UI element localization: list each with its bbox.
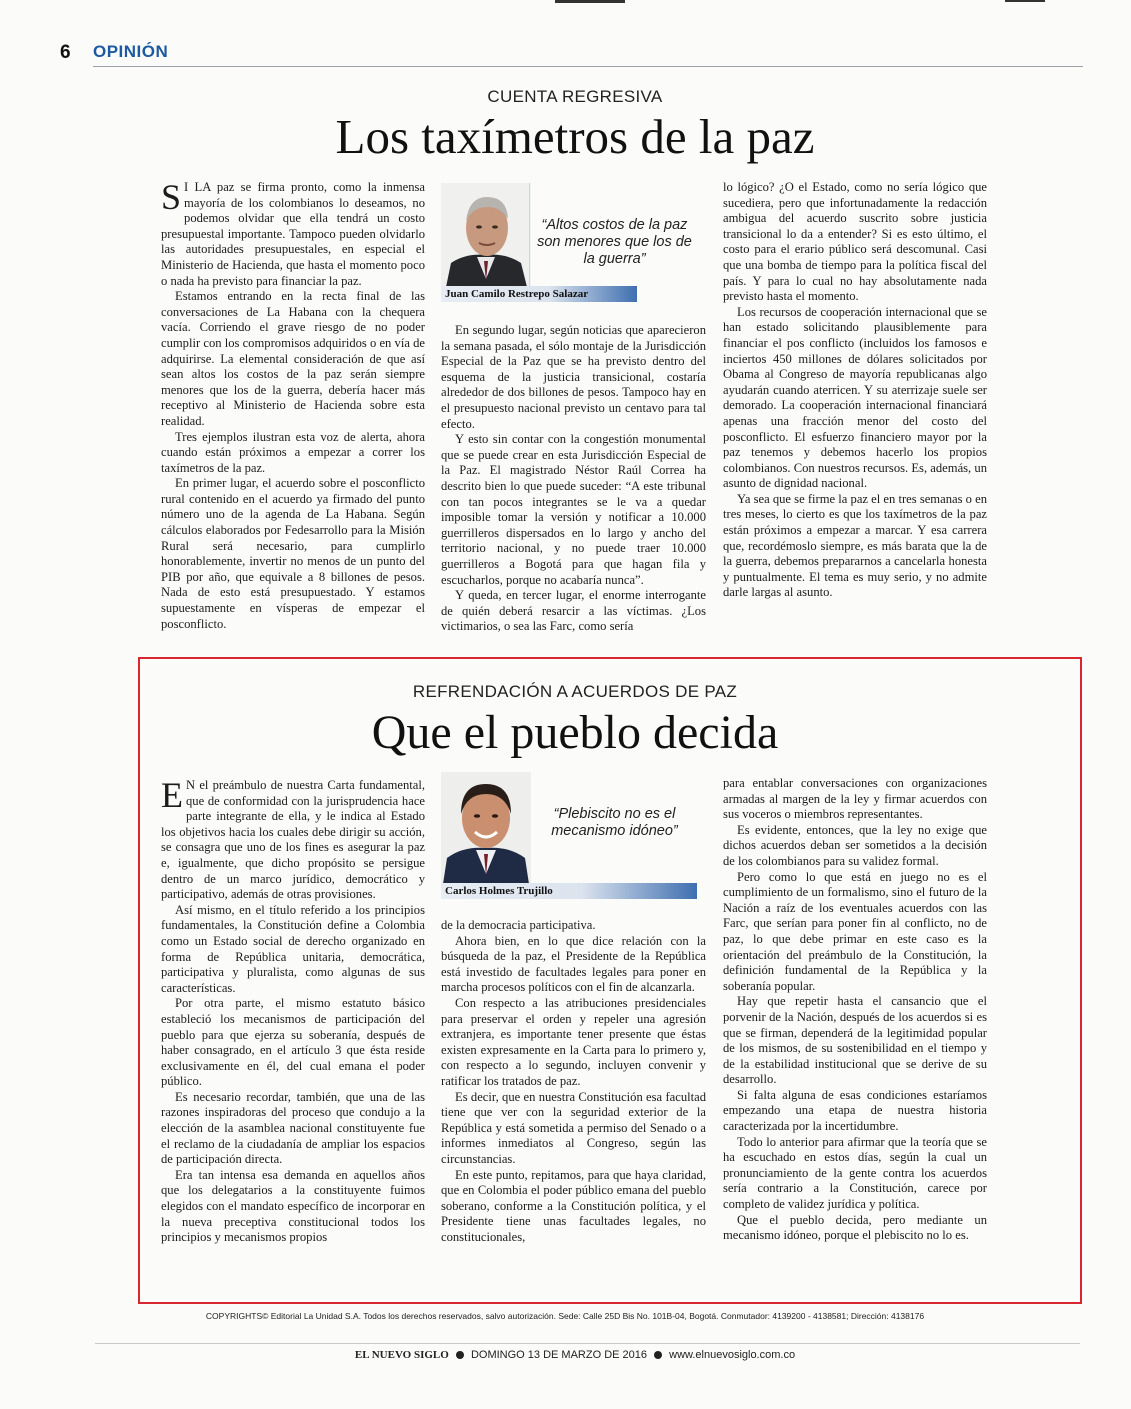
paragraph: Estamos entrando en la recta final de las conversaciones de La Habana con la chequera vacía. Corriendo el grave riesgo de no poder cumplir con los compromisos adquiridos o en vía de adquirirse. La elemental consideración de que así sean altos los costos de la paz serán siempre menores que los de la guerra, debería hacer más receptivo al Ministerio de Hacienda sobre esta realidad. <box>161 289 425 428</box>
author-name-bar: Carlos Holmes Trujillo <box>441 883 697 899</box>
copyright-line: COPYRIGHTS© Editorial La Unidad S.A. Todos los derechos reservados, salvo autorización. Sede: Calle 25D Bis No. 101B-04, Bogotá. Conmutador: 4139200 - 4138581; Dirección: 4138176 <box>205 1311 925 1321</box>
article2-column-1 <box>161 775 425 1246</box>
paragraph: Todo lo anterior para afirmar que la teoría que se ha escuchado en estos días, según la cual un pronunciamiento de la gente contra los acuerdos sería contrario a la Constitución, carece por completo de validez jurídica y política. <box>723 1134 987 1212</box>
section-title: OPINIÓN <box>93 42 169 61</box>
lead-paragraph: N el preámbulo de nuestra Carta fundamental, que de conformidad con la jurisprudencia hace parte integrante de ella, y le indica al Estado los objetivos hacia los cuales debe dirigir su acción, se consagra que uno de los fines es asegurar la paz e, igualmente, que dicho propósito se persigue dentro de un marco jurídico, democrático y participativo, además de otras provisiones. <box>161 778 425 902</box>
pull-quote: “Altos costos de la paz son menores que los de la guerra” <box>537 217 692 267</box>
top-rule-stub <box>555 0 625 3</box>
website-link[interactable]: www.elnuevosiglo.com.co <box>669 1349 796 1361</box>
author-photo <box>441 183 531 287</box>
paragraph: de la democracia participativa. <box>441 918 596 932</box>
header-rule <box>93 66 1083 67</box>
author-name-bar: Juan Camilo Restrepo Salazar <box>441 286 637 302</box>
paragraph: En primer lugar, el acuerdo sobre el posconflicto rural contenido en el acuerdo ya firmado del punto número uno de la agenda de La Habana. Según cálculos elaborados por Fedesarrollo para la Misión Rural será necesario, para cumplirlo honorablemente, invertir no menos de un punto del PIB por año, que equivale a 8 billones de pesos. Nada de esto está presupuestado. Y estamos supuestamente en vísperas de empezar el posconflicto. <box>161 476 425 631</box>
paragraph: Por otra parte, el mismo estatuto básico estableció los mecanismos de participación del pueblo para que ejerza su soberanía, después de haber consagrado, en el artículo 3 que ésta reside exclusivamente en él, del cual emana el poder público. <box>161 996 425 1089</box>
paragraph: Es decir, que en nuestra Constitución esa facultad tiene que ver con la seguridad exterior de la República y está sometida a permiso del Senado o a informes inmediatos al Congreso, según las circunstancias. <box>441 1089 706 1166</box>
article2-title: Que el pueblo decida <box>371 706 779 759</box>
article2-kicker: REFRENDACIÓN A ACUERDOS DE PAZ <box>412 682 738 701</box>
paragraph: Tres ejemplos ilustran esta voz de alerta, ahora cuando están próximos a empezar a correr los taxímetros de la paz. <box>161 429 425 475</box>
pull-quote: “Plebiscito no es el mecanismo idóneo” <box>551 806 678 839</box>
paragraph: Así mismo, en el título referido a los principios fundamentales, la Constitución define a Colombia como un Estado social de derecho organizado en forma de República unitaria, democrática, participativa y pluralista, como algunas de sus características. <box>161 902 425 995</box>
article2-column-2 <box>441 918 706 1245</box>
paragraph: Era tan intensa esa demanda en aquellos años que los delegatarios a la constituyente fuimos elegidos con el mandato específico de incorporar en la nueva preceptiva constitucional todos los principios y mecanismos propios <box>161 1167 425 1245</box>
paragraph: Es evidente, entonces, que la ley no exige que dichos acuerdos deban ser sometidos a la decisión de los colombianos para su validez formal. <box>723 822 987 868</box>
paragraph: Y esto sin contar con la congestión monumental que se puede crear en esta Jurisdicción Especial de la Paz. El magistrado Néstor Raúl Correa ha descrito bien lo que puede suceder: “A este tribunal con tan pocos integrantes se le va a quedar imposible tomar la versión y notificar a 10.000 guerrilleros dispersados en lo largo y ancho del territorio nacional, y no puede traer 10.000 guerrilleros a Bogotá para que hagan fila y escucharlos, porque no acabaría nunca”. <box>441 432 706 587</box>
paragraph: Hay que repetir hasta el cansancio que el porvenir de la Nación, después de los acuerdos si es que se firman, dependerá de la legitimidad popular de los mismos, de su sostenibilidad en el tiempo y de la estabilidad institucional que se derive de su desarrollo. <box>723 994 987 1087</box>
paragraph: Si falta alguna de esas condiciones estaríamos empezando una etapa de nuestra historia caracterizada por la incertidumbre. <box>723 1087 987 1134</box>
bullet-icon <box>456 1351 464 1359</box>
paragraph: En segundo lugar, según noticias que aparecieron la semana pasada, el sólo montaje de la Jurisdicción Especial de la Paz que se ha previsto dentro del esquema de la justicia transicional, costaría alrededor de dos billones de pesos. Tampoco hay en el presupuesto nacional previsto un centavo para tal efecto. <box>441 323 706 431</box>
article1-column-3 <box>723 180 987 601</box>
issue-date: DOMINGO 13 DE MARZO DE 2016 <box>470 1349 647 1361</box>
paragraph: Pero como lo que está en juego no es el cumplimiento de un formalismo, sino el futuro de la Nación a raíz de los eventuales acuerdos con las Farc, que serían para poner fin al conflicto, no de paz, lo que debe primar en este caso es la orientación del preámbulo de la Constitución, la definición fundamental de la República y la soberanía popular. <box>723 869 987 993</box>
paragraph: Y queda, en tercer lugar, el enorme interrogante de quién deberá resarcir a las víctimas. ¿Los victimarios, o sea las Farc, como sería <box>441 588 706 634</box>
paragraph: para entablar conversaciones con organizaciones armadas al margen de la ley y firmar acuerdos con sus voceros o miembros representantes. <box>723 776 987 822</box>
photo-divider <box>529 183 530 286</box>
author-photo <box>441 772 531 884</box>
paragraph: Con respecto a las atribuciones presidenciales para preservar el orden y repeler una agresión extranjera, es importante tener presente que éstas existen expresamente en la Carta para lo primero y, con respecto a lo segundo, incluyen convenir y ratificar los tratados de paz. <box>441 995 706 1088</box>
footer <box>150 1349 1000 1361</box>
dropcap: E <box>161 775 183 815</box>
page-number: 6 <box>60 42 71 63</box>
paragraph: Es necesario recordar, también, que una de las razones inspiradoras del proceso que condujo a la elección de la asamblea nacional constituyente fue el reclamo de la ciudadanía de ampliar los espacios de participación directa. <box>161 1089 425 1167</box>
newspaper-name: EL NUEVO SIGLO <box>354 1349 449 1361</box>
paragraph: Ya sea que se firme la paz el en tres semanas o en tres meses, lo cierto es que los taxímetros de la paz están próximos a empezar a marcar. Y esa carrera que, recordémoslo siempre, es más barata que la de la guerra, debemos prepararnos a cancelarla honesta y puntualmente. El tema es muy serio, y no admite darle largas al asunto. <box>723 491 987 600</box>
article1-column-2 <box>441 323 706 635</box>
paragraph: Que el pueblo decida, pero mediante un mecanismo idóneo, porque el plebiscito no lo es. <box>723 1212 987 1243</box>
article1-title: Los taxímetros de la paz <box>335 109 815 164</box>
article2-column-3 <box>723 776 987 1244</box>
paragraph: lo lógico? ¿O el Estado, como no sería lógico que sucediera, pero que infortunadamente la redacción ambigua del acuerdo suscrito sobre justicia transicional lo da a entender? Si es esto último, el costo para el erario público será descomunal. Casi que una bomba de tiempo para la política fiscal del país. Y para lo cual no hay absolutamente nada previsto hasta el momento. <box>723 180 987 304</box>
article1-kicker: CUENTA REGRESIVA <box>487 87 663 106</box>
article1-column-1 <box>161 177 425 632</box>
paragraph: Ahora bien, en lo que dice relación con la búsqueda de la paz, el Presidente de la República está investido de facultades legales para poner en marcha procesos políticos con el fin de alcanzarla. <box>441 933 706 995</box>
paragraph: En este punto, repitamos, para que haya claridad, que en Colombia el poder público emana del pueblo soberano, conforme a la Constitución política, y el Presidente tiene unas facultades legales, no constitucionales, <box>441 1167 706 1244</box>
footer-rule <box>95 1343 1080 1344</box>
dropcap: S <box>161 177 182 217</box>
paragraph: Los recursos de cooperación internacional que se han estado solicitando plausiblemente para financiar el pos conflicto (incluidos los famosos e inciertos 450 millones de dólares solicitados por Obama al Congreso de mayoría republicanas algo ayudarán cuando aterricen. Y su aterrizaje suele ser demorado. La cooperación internacional financiará apenas una fracción menor del costo del posconflicto. El esfuerzo financiero mayor por la paz tenemos y debemos hacerlo los propios colombianos. Con nuestros recursos. Es, además, un asunto de dignidad nacional. <box>723 304 987 491</box>
bullet-icon <box>654 1351 662 1359</box>
lead-paragraph: I LA paz se firma pronto, como la inmensa mayoría de los colombianos lo deseamos, no podemos olvidar que ella tendrá un costo presupuestal importante. Tampoco pueden olvidarlo las autoridades presupuestales, en especial el Ministerio de Hacienda, que hasta el momento poco o nada ha previsto para financiar la paz. <box>161 180 425 288</box>
top-rule-stub <box>1005 0 1045 2</box>
